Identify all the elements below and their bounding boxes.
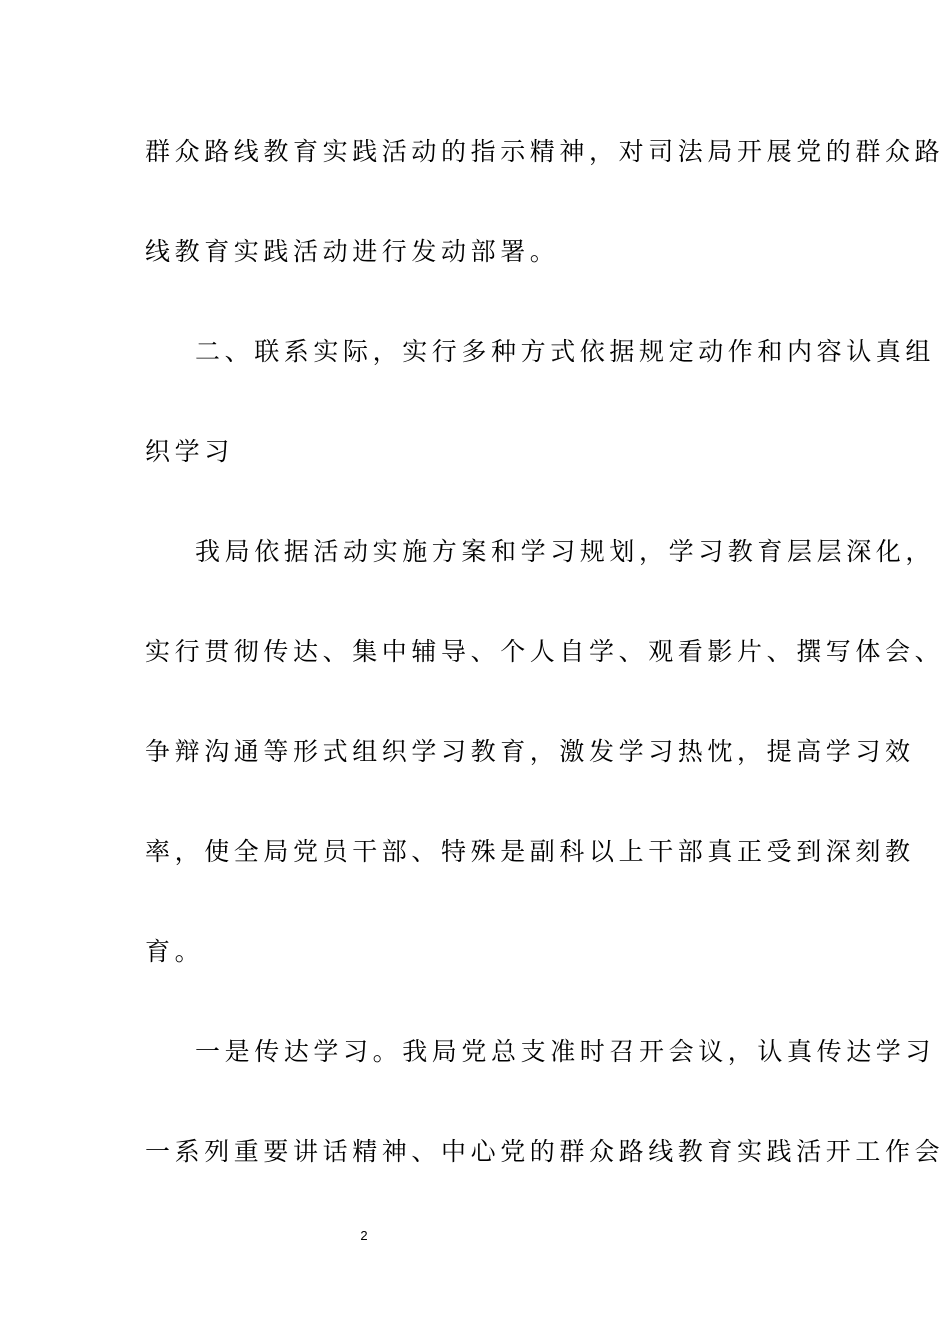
text-line-8: 率，使全局党员干部、特殊是副科以上干部真正受到深刻教: [145, 837, 915, 866]
text-line-9: 育。: [145, 937, 205, 966]
section-heading-line-2: 织学习: [145, 437, 234, 466]
text-line-11: 一系列重要讲话精神、中心党的群众路线教育实践活开工作会: [145, 1137, 945, 1166]
text-line-6: 实行贯彻传达、集中辅导、个人自学、观看影片、撰写体会、: [145, 637, 945, 666]
text-line-2: 线教育实践活动进行发动部署。: [145, 237, 560, 266]
section-heading-line-1: 二、联系实际，实行多种方式依据规定动作和内容认真组: [195, 337, 936, 366]
text-line-1: 群众路线教育实践活动的指示精神，对司法局开展党的群众路: [145, 137, 945, 166]
page-number: 2: [360, 1228, 368, 1243]
text-line-7: 争辩沟通等形式组织学习教育，激发学习热忱，提高学习效: [145, 737, 915, 766]
text-line-5: 我局依据活动实施方案和学习规划，学习教育层层深化，: [195, 537, 936, 566]
text-line-10: 一是传达学习。我局党总支准时召开会议，认真传达学习: [195, 1037, 936, 1066]
